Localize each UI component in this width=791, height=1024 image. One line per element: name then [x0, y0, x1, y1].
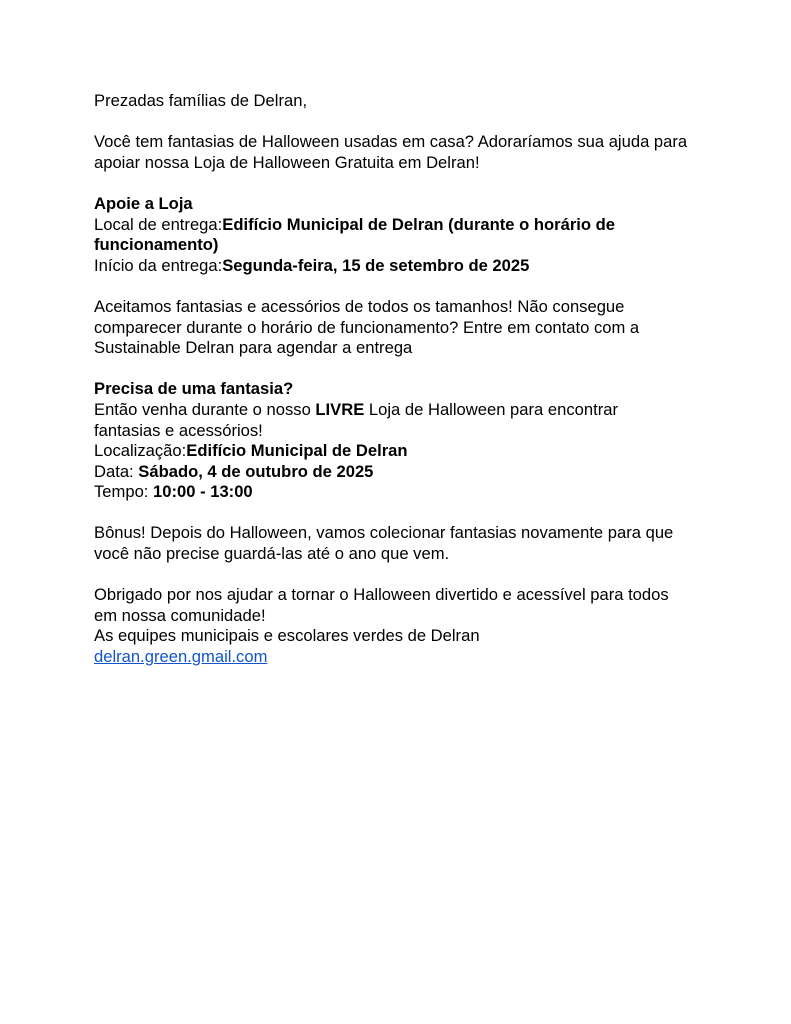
store-date-line — [94, 462, 734, 483]
bonus-paragraph: Bônus! Depois do Halloween, vamos colecionar fantasias novamente para que você não precise guardá-las até o ano que vem. — [94, 523, 674, 564]
store-time-line — [94, 482, 734, 503]
spacer — [94, 503, 734, 524]
spacer — [94, 565, 734, 586]
need-line-pre: Então venha durante o nosso — [94, 399, 316, 419]
dropoff-location-label: Local de entrega: — [94, 214, 223, 234]
greeting: Prezadas famílias de Delran, — [94, 91, 308, 110]
spacer — [94, 276, 734, 297]
store-location-label: Localização: — [94, 441, 187, 461]
email-line — [94, 647, 734, 668]
store-location-line — [94, 441, 734, 462]
need-heading — [94, 379, 734, 400]
spacer — [94, 112, 734, 133]
support-note: Aceitamos fantasias e acessórios de todos os tamanhos! Não consegue comparecer durante o horário de funcionamento? Entre em contato com a Sustainable Delran para agendar a entrega — [94, 296, 640, 358]
spacer — [94, 359, 734, 380]
need-line-bold: LIVRE — [315, 399, 365, 419]
dropoff-location-line — [94, 215, 694, 256]
dropoff-start-label: Início da entrega: — [94, 255, 223, 275]
support-heading — [94, 194, 734, 215]
need-line — [94, 400, 684, 441]
letter-body — [94, 91, 734, 668]
intro-paragraph: Você tem fantasias de Halloween usadas em casa? Adoraríamos sua ajuda para apoiar nossa Loja de Halloween Gratuita em Delran! — [94, 132, 688, 172]
thanks-paragraph: Obrigado por nos ajudar a tornar o Halloween divertido e acessível para todos em nossa comunidade! — [94, 585, 669, 625]
store-time-value: 10:00 - 13:00 — [153, 482, 253, 502]
store-date-value: Sábado, 4 de outubro de 2025 — [138, 461, 374, 481]
dropoff-start-value: Segunda-feira, 15 de setembro de 2025 — [222, 255, 530, 275]
spacer — [94, 173, 734, 194]
need-line-post: Loja de Halloween para encontrar fantasias e acessórios! — [94, 399, 618, 440]
email-link[interactable]: delran.green.gmail.com — [94, 647, 268, 667]
support-heading-text: Apoie a Loja — [94, 193, 193, 213]
need-heading-text: Precisa de uma fantasia? — [94, 379, 294, 399]
store-date-label: Data: — [94, 461, 139, 481]
dropoff-location-value: Edifício Municipal de Delran (durante o horário de funcionamento) — [94, 214, 616, 255]
dropoff-start-line — [94, 256, 734, 277]
store-time-label: Tempo: — [94, 482, 154, 502]
signature: As equipes municipais e escolares verdes de Delran — [94, 626, 480, 646]
store-location-value: Edifício Municipal de Delran — [186, 441, 408, 461]
